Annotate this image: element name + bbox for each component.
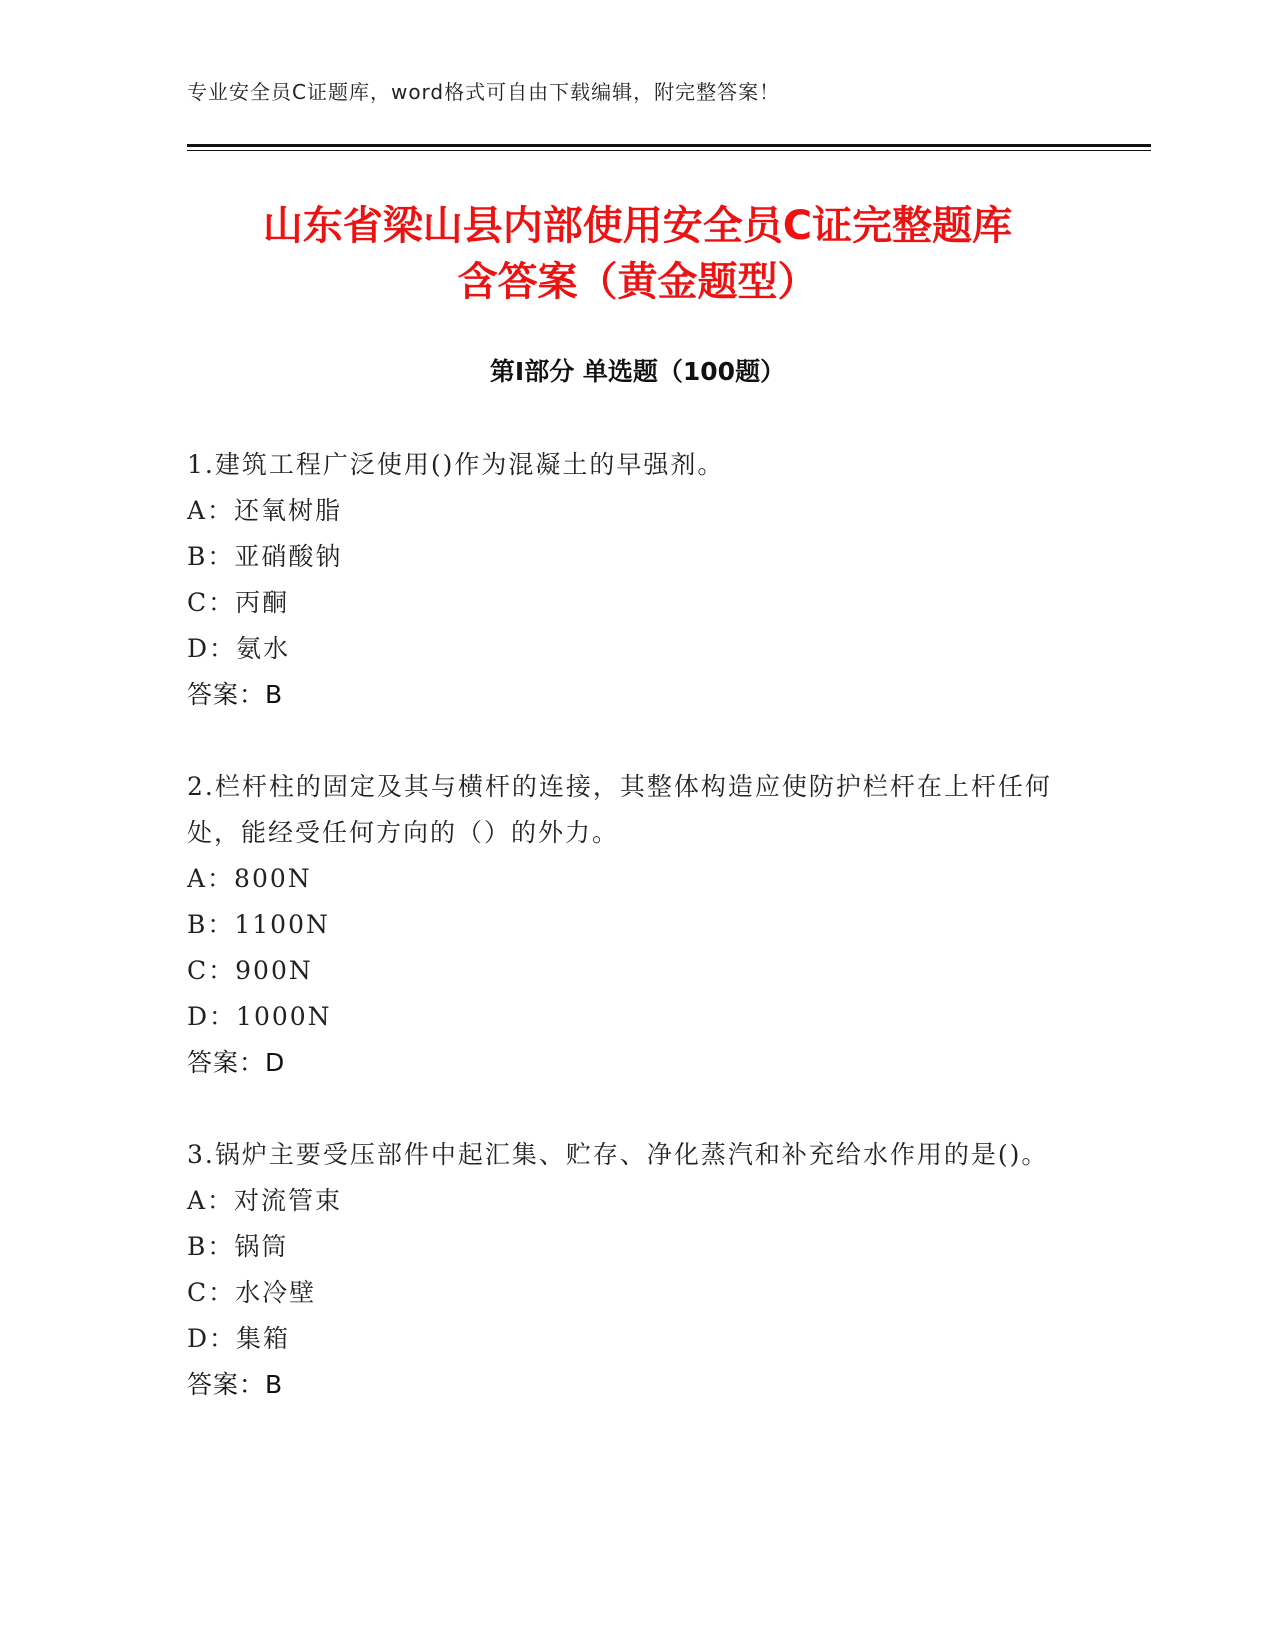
option-c: C：水冷壁 (187, 1278, 317, 1307)
question-stem: 2.栏杆柱的固定及其与横杆的连接，其整体构造应使防护栏杆在上杆任何处，能经受任何方向的（）的外力。 (187, 772, 1052, 847)
answer: 答案：D (187, 1048, 286, 1077)
option-d: D：1000N (187, 1002, 332, 1031)
document-title-line-1: 山东省梁山县内部使用安全员C证完整题库 (262, 203, 1013, 249)
question-1 (187, 442, 1067, 718)
option-d: D：氨水 (187, 634, 291, 663)
option-d: D：集箱 (187, 1324, 291, 1353)
option-b: B：锅筒 (187, 1232, 289, 1261)
answer: 答案：B (187, 680, 284, 709)
section-title: 第Ⅰ部分 单选题（100题） (489, 357, 786, 386)
option-c: C：丙酮 (187, 588, 290, 617)
answer: 答案：B (187, 1370, 284, 1399)
option-b: B：1100N (187, 910, 330, 939)
option-a: A：对流管束 (187, 1186, 343, 1215)
header-note: 专业安全员C证题库，word格式可自由下载编辑，附完整答案！ (187, 80, 781, 104)
document-title (150, 198, 1125, 310)
option-c: C：900N (187, 956, 313, 985)
option-a: A：还氧树脂 (187, 496, 343, 525)
option-b: B：亚硝酸钠 (187, 542, 343, 571)
document-title-line-2: 含答案（黄金题型） (457, 259, 818, 305)
question-stem: 1.建筑工程广泛使用()作为混凝土的早强剂。 (187, 450, 725, 479)
question-2 (187, 764, 1067, 1086)
option-a: A：800N (187, 864, 312, 893)
header-divider-thick (187, 144, 1151, 147)
question-3 (187, 1132, 1067, 1408)
header-divider-thin (187, 150, 1151, 151)
question-list (187, 442, 1067, 1454)
question-stem: 3.锅炉主要受压部件中起汇集、贮存、净化蒸汽和补充给水作用的是()。 (187, 1140, 1049, 1169)
